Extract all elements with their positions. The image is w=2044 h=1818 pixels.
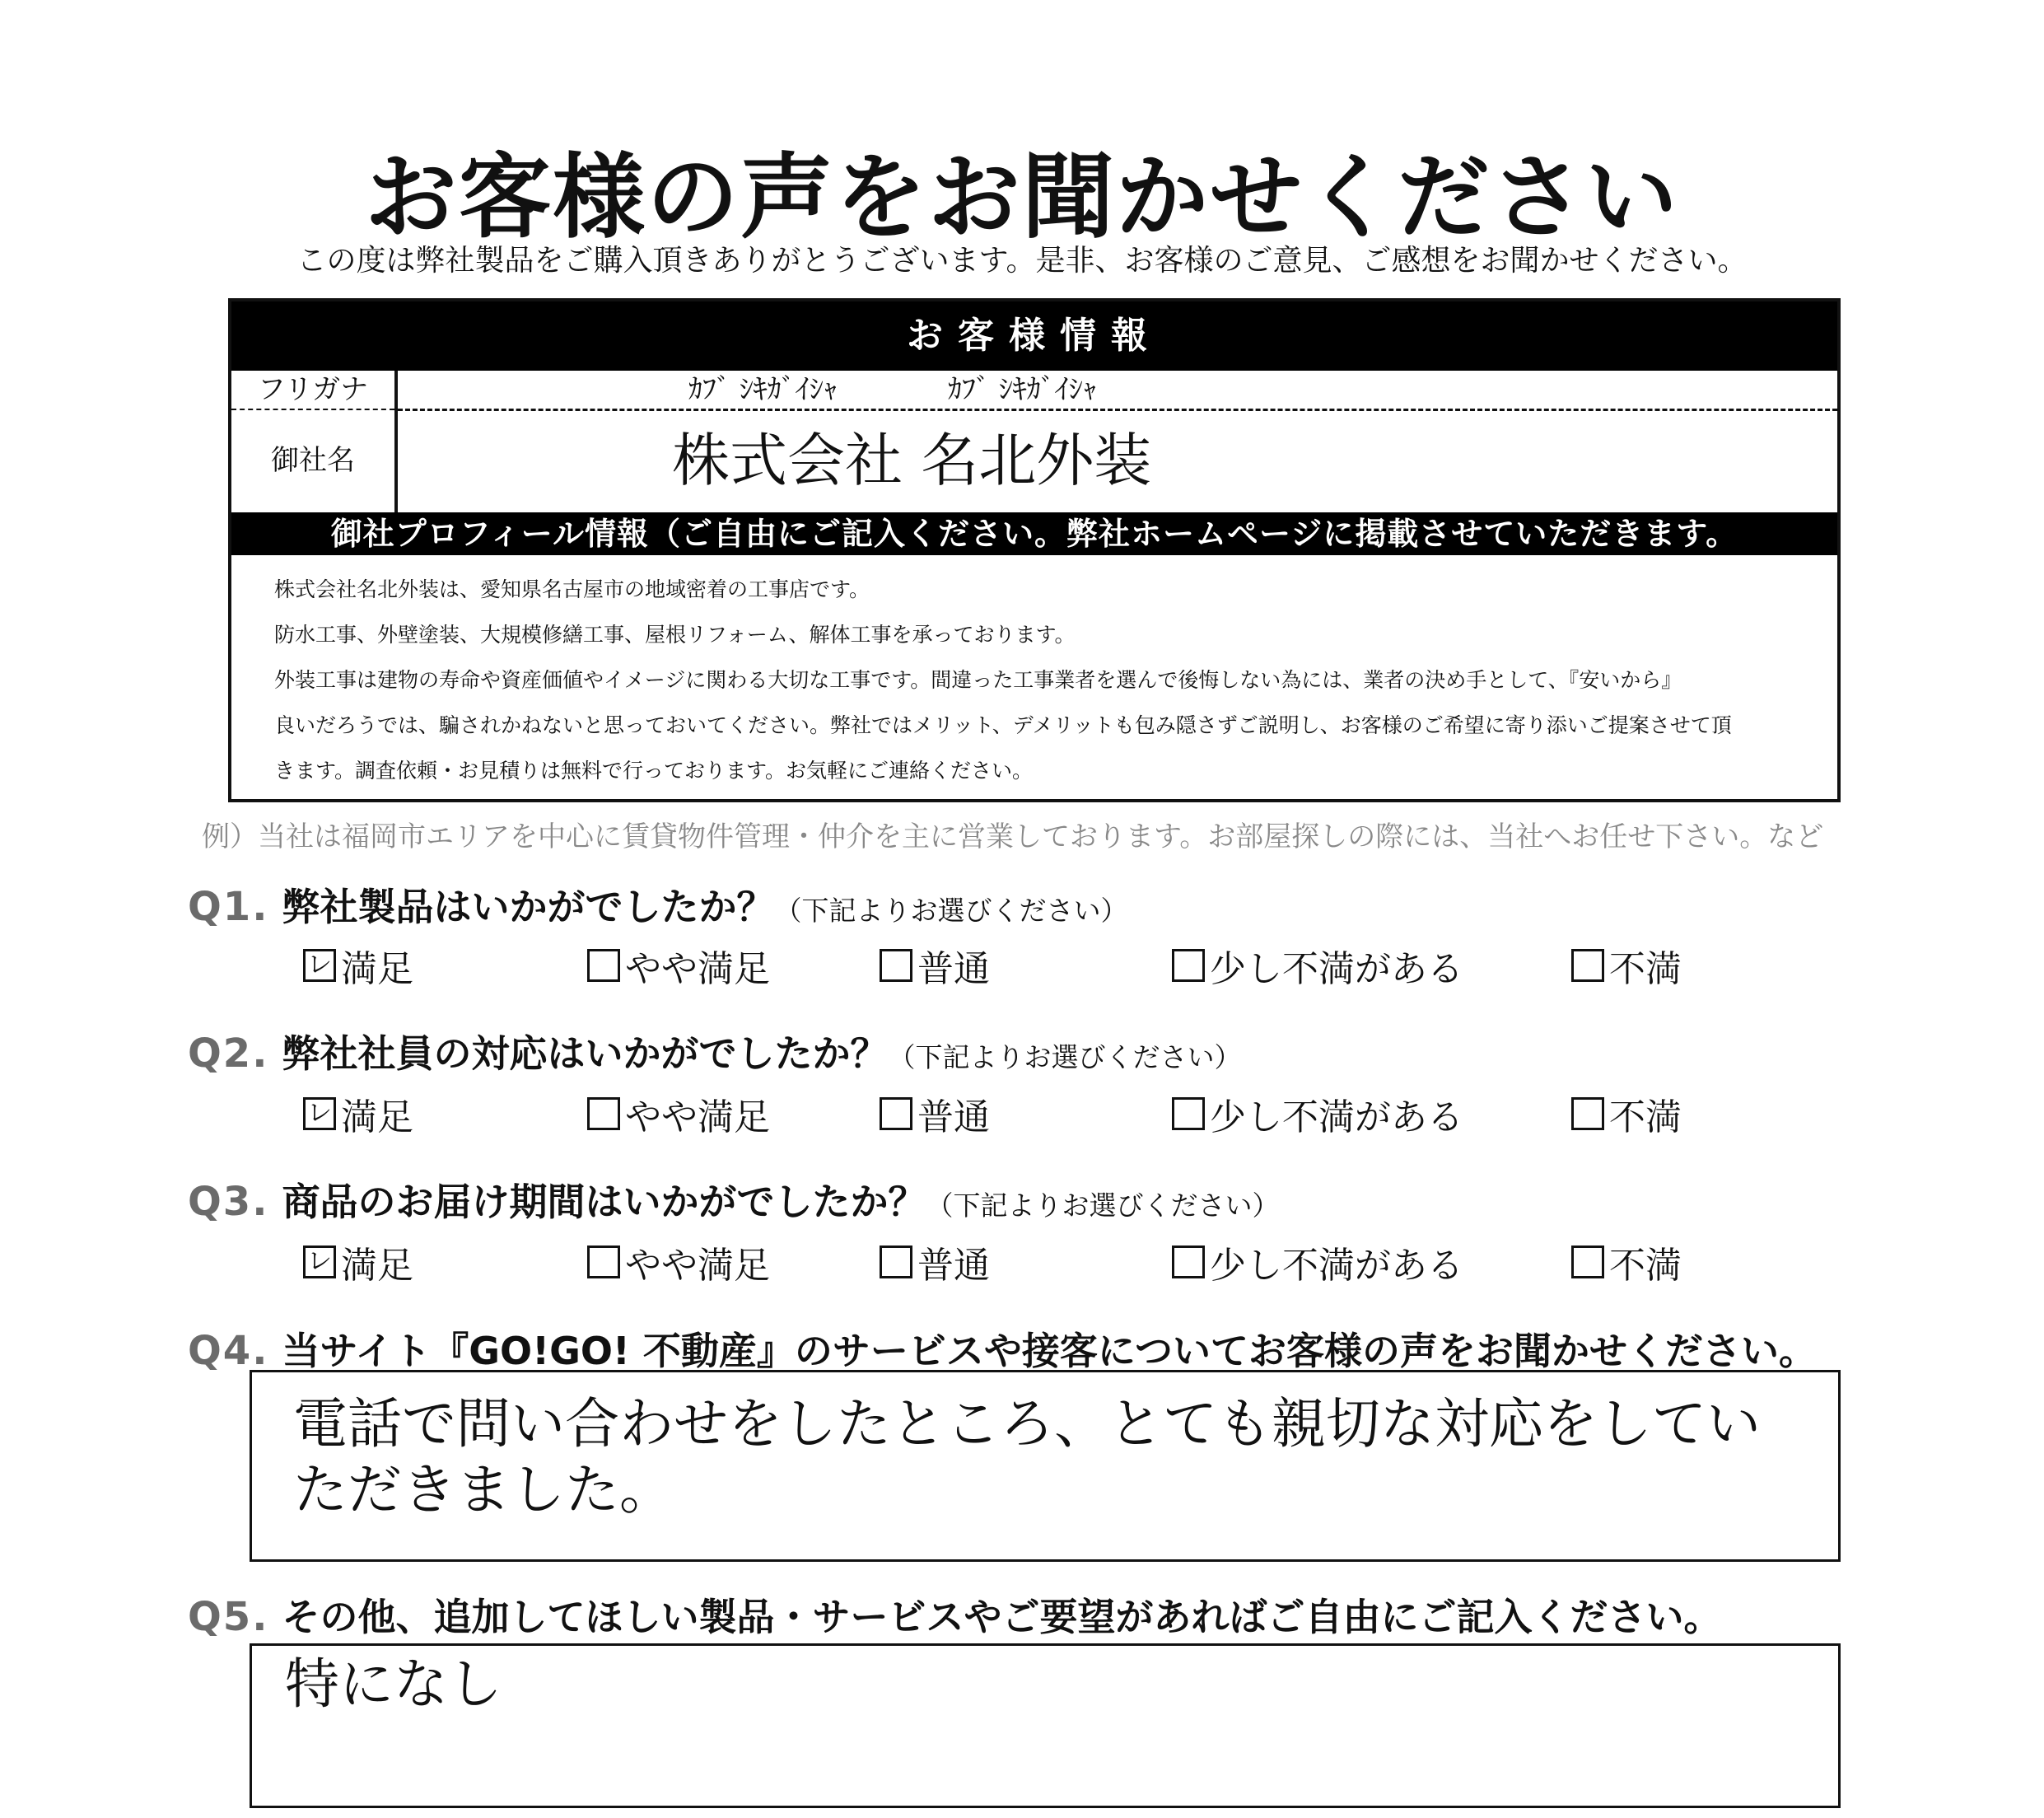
question-3 <box>188 1172 1279 1227</box>
question-number: Q5. <box>188 1594 269 1640</box>
checkbox[interactable] <box>880 1245 912 1278</box>
option-label: 不満 <box>1609 1096 1682 1138</box>
option-label: 普通 <box>917 1245 990 1287</box>
question-number: Q2. <box>188 1031 269 1077</box>
checkbox[interactable] <box>1571 949 1604 982</box>
answer-line: ただきました。 <box>293 1458 674 1521</box>
checkbox-checked[interactable]: レ <box>303 1245 336 1278</box>
q1-option-sukoshi-fuman[interactable] <box>1172 939 1463 992</box>
option-label: 少し不満がある <box>1210 1096 1463 1138</box>
customer-info-table <box>228 298 1841 802</box>
profile-line: 外装工事は建物の寿命や資産価値やイメージに関わる大切な工事です。間違った工事業者を選んで後悔しない為には、業者の決め手として、『安いから』 <box>274 668 1682 692</box>
checkbox[interactable] <box>880 949 912 982</box>
question-number: Q4. <box>188 1328 269 1374</box>
option-label: やや満足 <box>625 1245 770 1287</box>
option-label: 満足 <box>341 948 413 990</box>
question-text: 当サイト『GO!GO! 不動産』のサービスや接客についてお客様の声をお聞かせください。 <box>282 1329 1818 1373</box>
option-label: 不満 <box>1609 948 1682 990</box>
question-1 <box>188 877 1127 932</box>
question-text: その他、追加してほしい製品・サービスやご要望があればご自由にご記入ください。 <box>282 1595 1722 1639</box>
option-label: 満足 <box>341 1096 413 1138</box>
q3-option-futsuu[interactable] <box>880 1236 990 1288</box>
option-label: 普通 <box>917 948 990 990</box>
checkbox[interactable] <box>1571 1097 1604 1130</box>
q1-option-futsuu[interactable] <box>880 939 990 992</box>
profile-text-area[interactable] <box>274 567 1821 793</box>
option-label: 少し不満がある <box>1210 948 1463 990</box>
company-label: 御社名 <box>271 444 355 477</box>
q3-option-manzoku[interactable] <box>303 1236 413 1288</box>
question-text: 商品のお届け期間はいかがでしたか？ <box>282 1180 926 1224</box>
q2-option-fuman[interactable] <box>1571 1087 1682 1140</box>
furigana-value[interactable]: ｶﾌﾞ ｼｷｶﾞｲｼｬ <box>688 373 838 406</box>
option-label: やや満足 <box>625 1096 770 1138</box>
checkbox[interactable] <box>587 1245 620 1278</box>
option-label: 普通 <box>917 1096 990 1138</box>
select-note: （下記よりお選びください） <box>888 1041 1242 1073</box>
q4-answer-box[interactable] <box>250 1370 1841 1562</box>
question-text: 弊社製品はいかがでしたか？ <box>282 885 775 929</box>
profile-line: 良いだろうでは、騙されかねないと思っておいてください。弊社ではメリット、デメリットも包み隠さずご説明し、お客様のご希望に寄り添いご提案させて頂 <box>274 713 1732 737</box>
select-note: （下記よりお選びください） <box>926 1189 1280 1222</box>
checkbox-checked[interactable]: レ <box>303 949 336 982</box>
example-note: 例）当社は福岡市エリアを中心に賃貸物件管理・仲介を主に営業しております。お部屋探しの際には、当社へお任せ下さい。など <box>202 820 1824 853</box>
q2-option-futsuu[interactable] <box>880 1087 990 1140</box>
option-label: やや満足 <box>625 948 770 990</box>
answer-line: 電話で問い合わせをしたところ、とても親切な対応をしてい <box>293 1392 1761 1456</box>
checkbox[interactable] <box>1172 1097 1205 1130</box>
profile-line: きます。調査依頼・お見積りは無料で行っております。お気軽にご連絡ください。 <box>274 759 1034 783</box>
checkbox[interactable] <box>1172 1245 1205 1278</box>
profile-line: 株式会社名北外装は、愛知県名古屋市の地域密着の工事店です。 <box>274 577 870 601</box>
question-5 <box>188 1587 1721 1642</box>
option-label: 満足 <box>341 1245 413 1287</box>
checkbox[interactable] <box>587 949 620 982</box>
question-2 <box>188 1024 1241 1078</box>
question-number: Q1. <box>188 884 269 930</box>
question-text: 弊社社員の対応はいかがでしたか？ <box>282 1031 889 1076</box>
label-row-divider <box>231 409 394 410</box>
answer-line: 特になし <box>285 1652 502 1716</box>
company-name-field[interactable]: 株式会社 名北外装 <box>672 427 1152 494</box>
q2-option-sukoshi-fuman[interactable] <box>1172 1087 1463 1140</box>
profile-line: 防水工事、外壁塗装、大規模修繕工事、屋根リフォーム、解体工事を承っております。 <box>274 623 1076 647</box>
q1-option-fuman[interactable] <box>1571 939 1682 992</box>
page-subtitle: この度は弊社製品をご購入頂きありがとうございます。是非、お客様のご意見、ご感想をお聞かせください。 <box>296 244 1748 278</box>
q3-option-sukoshi-fuman[interactable] <box>1172 1236 1463 1288</box>
q5-answer-box[interactable] <box>250 1643 1841 1808</box>
page-title: お客様の声をお聞かせください <box>365 144 1679 251</box>
checkbox[interactable] <box>587 1097 620 1130</box>
furigana-label: フリガナ <box>257 373 369 406</box>
profile-header: 御社プロフィール情報（ご自由にご記入ください。弊社ホームページに掲載させていただきます。 <box>231 512 1837 555</box>
checkbox-checked[interactable]: レ <box>303 1097 336 1130</box>
furigana-value-secondary[interactable]: ｶﾌﾞ ｼｷｶﾞｲｼｬ <box>948 373 1097 406</box>
q3-option-yaya-manzoku[interactable] <box>587 1236 770 1288</box>
question-4 <box>188 1321 1817 1376</box>
label-divider <box>394 371 398 512</box>
option-label: 不満 <box>1609 1245 1682 1287</box>
question-number: Q3. <box>188 1179 269 1225</box>
q3-option-fuman[interactable] <box>1571 1236 1682 1288</box>
option-label: 少し不満がある <box>1210 1245 1463 1287</box>
q2-option-yaya-manzoku[interactable] <box>587 1087 770 1140</box>
checkbox[interactable] <box>880 1097 912 1130</box>
checkbox[interactable] <box>1571 1245 1604 1278</box>
customer-info-header: お客様情報 <box>231 301 1837 371</box>
q2-option-manzoku[interactable] <box>303 1087 413 1140</box>
q1-option-yaya-manzoku[interactable] <box>587 939 770 992</box>
q1-option-manzoku[interactable] <box>303 939 413 992</box>
checkbox[interactable] <box>1172 949 1205 982</box>
select-note: （下記よりお選びください） <box>774 895 1128 927</box>
